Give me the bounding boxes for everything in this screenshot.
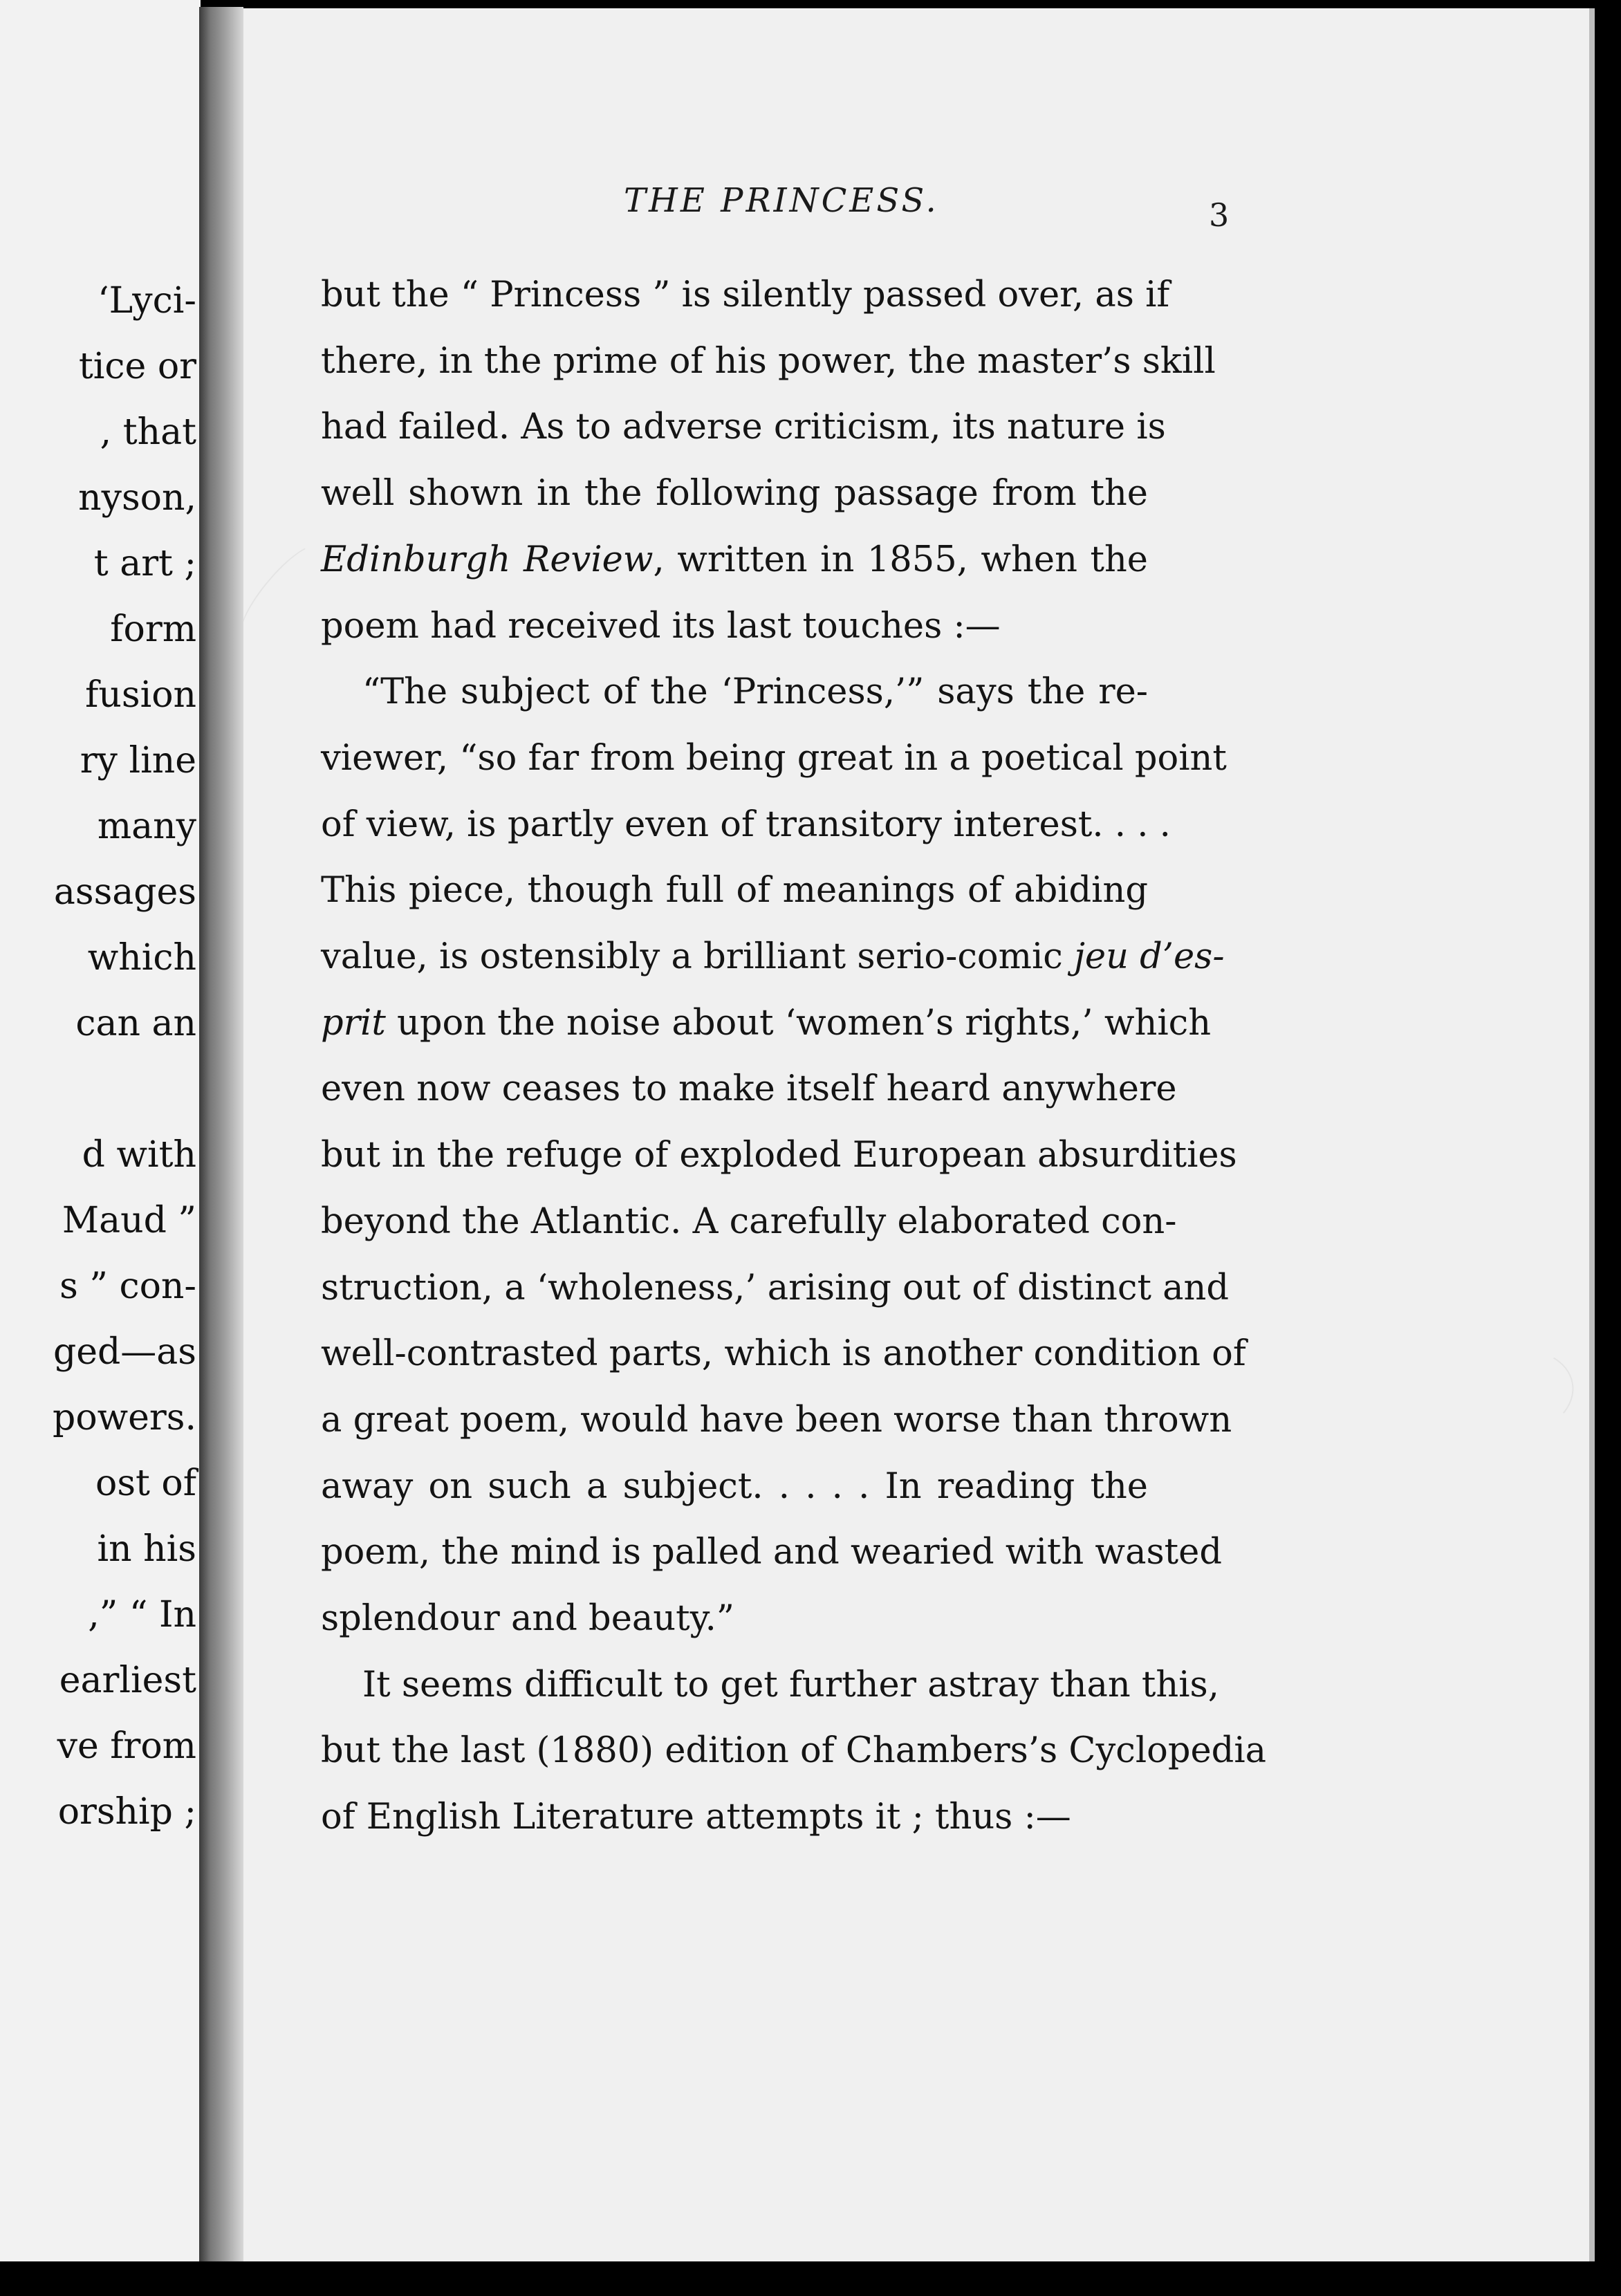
body-line: “The subject of the ‘Princess,’” says the re- [362,672,1148,713]
facing-page-line: ost of [95,1463,196,1504]
scan-border-bottom [0,2261,1621,2296]
facing-page-line: s ” con- [59,1266,196,1307]
facing-page-line: d with [82,1134,196,1176]
facing-page-line: tice or [78,346,196,387]
body-line: This piece, though full of meanings of abiding [321,870,1148,911]
facing-page-text [0,0,201,2261]
facing-page-line: powers. [53,1397,196,1438]
facing-page-line: orship ; [57,1791,196,1833]
body-line: prit upon the noise about ‘women’s rights,’ which [321,1002,1212,1044]
facing-page-line: ,” “ In [88,1594,196,1636]
facing-page-line: ve from [57,1725,196,1767]
running-head: THE PRINCESS. [624,181,939,220]
body-line: well-contrasted parts, which is another condition of [321,1333,1246,1375]
body-line: but the “ Princess ” is silently passed over, as if [321,275,1170,315]
facing-page-line: many [97,806,196,847]
facing-page-line: t art ; [93,543,196,584]
body-line: there, in the prime of his power, the master’s skill [321,340,1216,382]
body-line: beyond the Atlantic. A carefully elaborated con- [321,1201,1177,1242]
body-line: a great poem, would have been worse than thrown [321,1399,1232,1441]
page-right [243,8,1591,2261]
body-line: away on such a subject. . . . . In reading the [321,1465,1148,1507]
body-line: poem, the mind is palled and wearied with wasted [321,1532,1222,1573]
facing-page-line: , that [100,411,196,453]
facing-page-line: form [110,609,196,650]
scan-scratch-mark [243,537,328,644]
body-line: of view, is partly even of transitory interest. . . . [321,804,1171,845]
facing-page-line: Maud ” [62,1200,196,1241]
body-line: value, is ostensibly a brilliant serio-comic jeu d’es- [321,936,1225,977]
facing-page-line: which [87,937,196,979]
facing-page-line: assages [53,871,196,913]
body-line: of English Literature attempts it ; thus :— [321,1797,1071,1838]
facing-page-line: ry line [80,740,196,781]
facing-page-line: fusion [85,674,196,716]
facing-page-line: can an [75,1003,196,1044]
facing-page-line: ged—as [53,1331,196,1373]
body-line: It seems difficult to get further astray than this, [362,1664,1219,1705]
body-line: even now ceases to make itself heard anywhere [321,1068,1177,1110]
body-line: viewer, “so far from being great in a poetical point [321,737,1227,779]
body-line: but in the refuge of exploded European absurdities [321,1135,1237,1176]
facing-page-left [0,0,201,2261]
facing-page-line: nyson, [78,477,196,519]
page-number: 3 [1209,196,1230,234]
body-line: but the last (1880) edition of Chambers’s Cyclopedia [321,1730,1267,1772]
facing-page-line: ‘Lyci- [98,280,196,322]
body-line: well shown in the following passage from the [321,473,1148,515]
body-line: Edinburgh Review, written in 1855, when the [321,539,1148,580]
book-gutter [199,7,243,2261]
body-line: splendour and beauty.” [321,1598,734,1639]
body-line: had failed. As to adverse criticism, its nature is [321,407,1166,448]
body-line: poem had received its last touches :— [321,605,1001,647]
page-edge [1589,8,1595,2261]
facing-page-line: in his [97,1528,196,1570]
body-line: struction, a ‘wholeness,’ arising out of distinct and [321,1267,1230,1308]
scan-scratch-mark [1454,1341,1580,1445]
facing-page-line: earliest [59,1660,196,1701]
